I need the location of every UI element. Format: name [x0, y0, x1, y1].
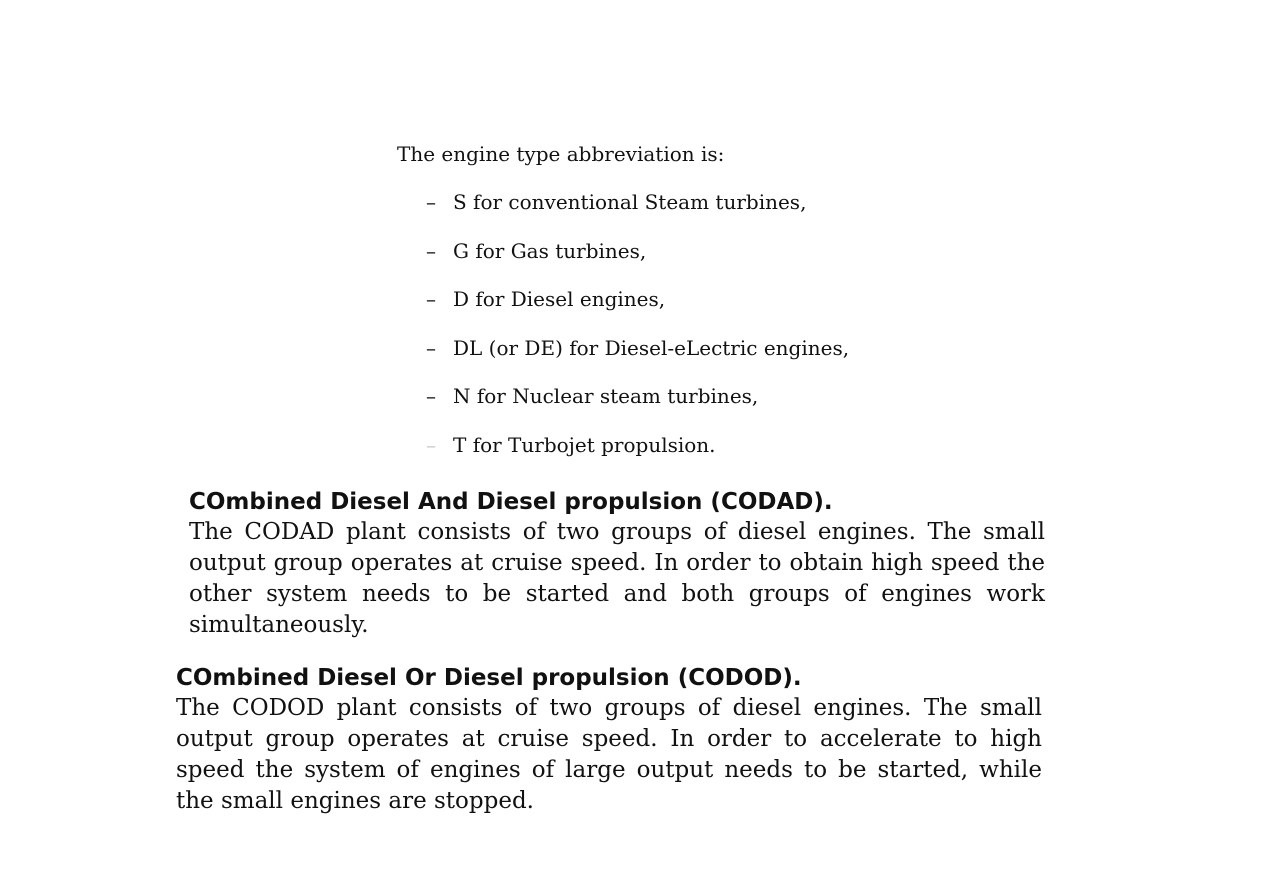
list-item: [426, 432, 849, 481]
section-codad: [189, 487, 1045, 641]
list-bullet: –: [426, 190, 436, 214]
list-intro: The engine type abbreviation is:: [397, 142, 725, 166]
section-heading: COmbined Diesel Or Diesel propulsion (CODOD).: [176, 665, 802, 691]
list-item: [426, 238, 849, 287]
list-bullet: –: [426, 287, 436, 312]
list-item-text: D for Diesel engines,: [453, 287, 666, 312]
list-item: [426, 383, 849, 432]
list-item-text: N for Nuclear steam turbines,: [453, 384, 759, 409]
list-item: [426, 286, 849, 335]
section-body: The CODAD plant consists of two groups of diesel engines. The small output group operates at cruise speed. In order to obtain high speed the other system needs to be started and both groups of engines work simultaneously.: [189, 519, 1045, 638]
engine-type-list: [426, 189, 849, 481]
section-body: The CODOD plant consists of two groups of diesel engines. The small output group operates at cruise speed. In order to accelerate to high speed the system of engines of large output needs to be started, while the small engines are stopped.: [176, 695, 1042, 814]
list-item: [426, 189, 849, 238]
list-bullet: –: [426, 335, 436, 360]
list-bullet: –: [426, 432, 436, 457]
list-bullet: –: [426, 384, 436, 409]
list-item-text: S for conventional Steam turbines,: [453, 190, 807, 214]
section-heading: COmbined Diesel And Diesel propulsion (CODAD).: [189, 489, 833, 515]
list-bullet: –: [426, 238, 436, 263]
section-codod: [176, 663, 1042, 817]
list-item: [426, 335, 849, 384]
list-item-text: T for Turbojet propulsion.: [453, 432, 716, 457]
list-item-text: DL (or DE) for Diesel-eLectric engines,: [453, 335, 850, 360]
list-item-text: G for Gas turbines,: [453, 238, 647, 263]
